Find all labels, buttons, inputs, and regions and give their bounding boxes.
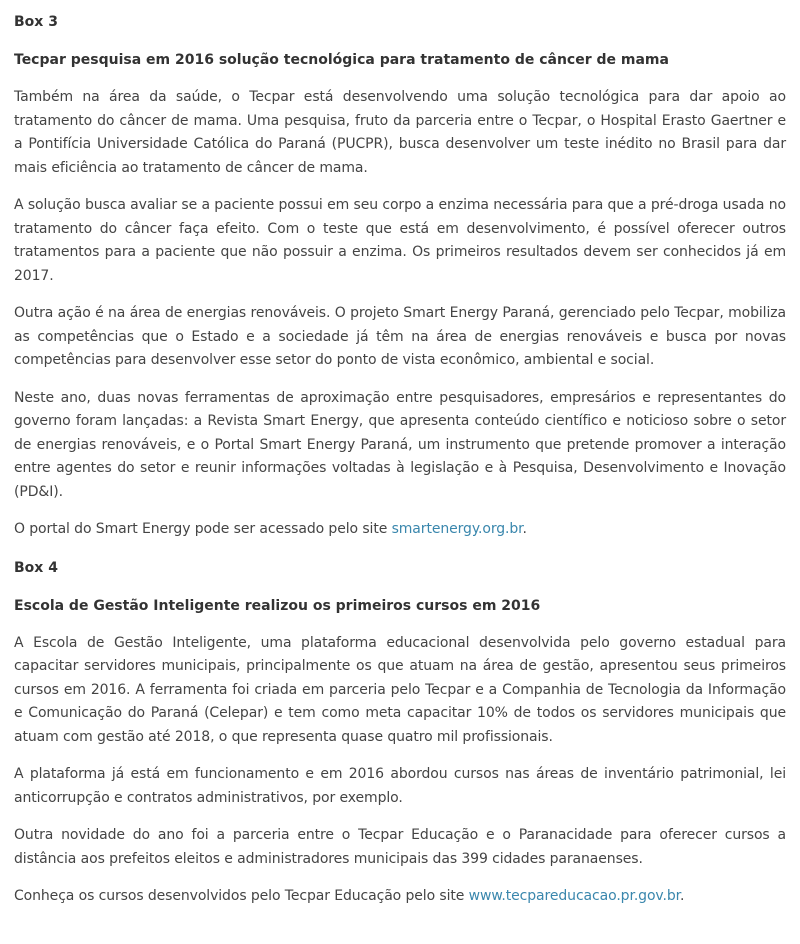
box-3-link-paragraph bbox=[14, 518, 786, 542]
box-4-heading: Escola de Gestão Inteligente realizou os primeiros cursos em 2016 bbox=[14, 597, 541, 614]
box-3-link-suffix: . bbox=[522, 521, 527, 537]
box-3-paragraph-2: A solução busca avaliar se a paciente possui em seu corpo a enzima necessária para que a pré-droga usada no tratamento do câncer faça efeito. Com o teste que está em desenvolvimento, é possível oferecer outros tratamentos para a paciente que não possuir a enzima. Os primeiros resultados devem ser conhecidos já em 2017. bbox=[14, 197, 786, 284]
box-3-label: Box 3 bbox=[14, 14, 58, 30]
box-3-paragraph-3: Outra ação é na área de energias renováveis. O projeto Smart Energy Paraná, gerenciado pelo Tecpar, mobiliza as competências que o Estado e a sociedade já têm na área de energias renováveis e busca por novas competências para desenvolver esse setor do ponto de vista econômico, ambiental e social. bbox=[14, 305, 786, 368]
box-4-paragraph-2: A plataforma já está em funcionamento e em 2016 abordou cursos nas áreas de inventário patrimonial, lei anticorrupção e contratos administrativos, por exemplo. bbox=[14, 766, 786, 806]
box-4-label: Box 4 bbox=[14, 559, 58, 576]
smartenergy-link[interactable]: smartenergy.org.br bbox=[391, 521, 523, 537]
box-3-link-prefix: O portal do Smart Energy pode ser acessado pelo site bbox=[14, 521, 392, 537]
box-3-paragraph-4: Neste ano, duas novas ferramentas de aproximação entre pesquisadores, empresários e representantes do governo foram lançadas: a Revista Smart Energy, que apresenta conteúdo científico e noticioso sobre o setor de energias renováveis, e o Portal Smart Energy Paraná, um instrumento que pretende promover a interação entre agentes do setor e reunir informações voltadas à legislação e à Pesquisa, Desenvolvimento e Inovação (PD&I). bbox=[14, 389, 786, 500]
tecpareducacao-link[interactable]: www.tecpareducacao.pr.gov.br bbox=[468, 888, 681, 904]
box-3-heading: Tecpar pesquisa em 2016 solução tecnológica para tratamento de câncer de mama bbox=[14, 52, 669, 68]
box-4-link-suffix: . bbox=[680, 888, 685, 904]
box-4-link-paragraph bbox=[14, 885, 786, 909]
box-3-paragraph-1: Também na área da saúde, o Tecpar está desenvolvendo uma solução tecnológica para dar apoio ao tratamento do câncer de mama. Uma pesquisa, fruto da parceria entre o Tecpar, o Hospital Erasto Gaertner e a Pontifícia Universidade Católica do Paraná (PUCPR), busca desenvolver um teste inédito no Brasil para dar mais eficiência ao tratamento de câncer de mama. bbox=[14, 89, 786, 176]
box-4-link-prefix: Conheça os cursos desenvolvidos pelo Tecpar Educação pelo site bbox=[14, 888, 469, 904]
box-4-paragraph-3: Outra novidade do ano foi a parceria entre o Tecpar Educação e o Paranacidade para oferecer cursos a distância aos prefeitos eleitos e administradores municipais das 399 cidades paranaenses. bbox=[14, 827, 786, 867]
box-4-paragraph-1: A Escola de Gestão Inteligente, uma plataforma educacional desenvolvida pelo governo estadual para capacitar servidores municipais, principalmente os que atuam na área de gestão, apresentou seus primeiros cursos em 2016. A ferramenta foi criada em parceria pelo Tecpar e a Companhia de Tecnologia da Informação e Comunicação do Paraná (Celepar) e tem como meta capacitar 10% de todos os servidores municipais que atuam com gestão até 2018, o que representa quase quatro mil profissionais. bbox=[14, 634, 786, 745]
